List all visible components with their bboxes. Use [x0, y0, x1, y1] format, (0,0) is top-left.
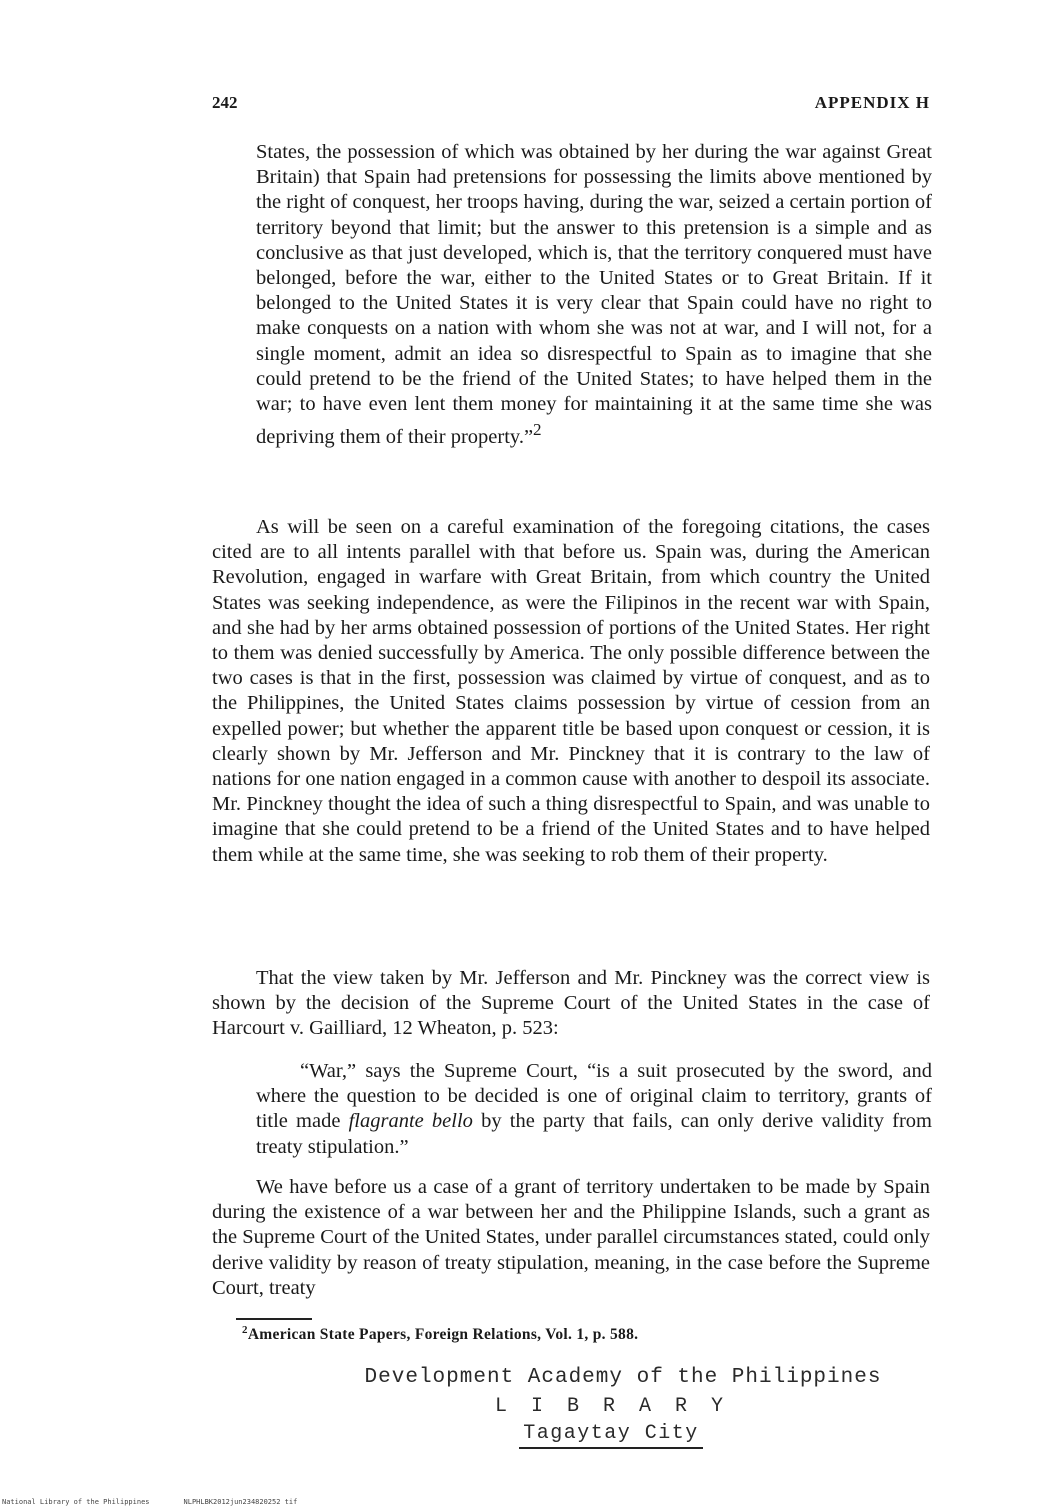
paragraph-grant: We have before us a case of a grant of territory undertaken to be made by Spain during the existence of a war between her and the Philippine Islands, such a grant as the Supreme Court of the United States, under parallel circumstances stated, could only derive validity by reason of treaty stipulation, meaning, in the case before the Supreme Court, treaty: [212, 1176, 930, 1299]
scan-file-id: NLPHLBK2012jun234820252 tif: [183, 1498, 298, 1506]
paragraph-supreme-court: That the view taken by Mr. Jefferson and Mr. Pinckney was the correct view is shown by the decision of the Supreme Court of the United States in the case of Harcourt v. Gailliard, 12 Wheaton, p. 523:: [212, 967, 930, 1040]
library-stamp: [338, 1366, 898, 1449]
footnote-marker: 2: [242, 1323, 248, 1336]
stamp-institution: Development Academy of the Philippines: [364, 1366, 882, 1389]
stamp-library: L I B R A R Y: [494, 1395, 730, 1418]
scan-footer: [2, 1498, 602, 1506]
quote-continuation: [256, 140, 932, 450]
quote-text-1: “War,” says the Supreme Court, “is a suit prosecuted by the sword, and where the question to be decided is one of original claim to territory, grants of title made: [256, 1060, 932, 1133]
quote-continuation-text: States, the possession of which was obtained by her during the war against Great Britain) that Spain had pretensions for possessing the limits above mentioned by the right of conquest, her troops having, during the war, seized a certain portion of territory beyond that limit; but the answer to this pretension is a simple and as conclusive as that just developed, which is, that the territory conquered must have belonged, before the war, either to the United States or to Great Britain. If it belonged to the United States it is very clear that Spain could have no right to make conquests on a nation with whom she was not at war, and I will not, for a single moment, admit an idea so disrespectful to Spain as to imagine that she could pretend to be the friend of the United States; to have helped them in the war; to have even lent them money for maintaining it at the same time she was depriving them of their property.”: [256, 141, 932, 449]
page-header: [212, 93, 930, 117]
footnote-text: American State Papers, Foreign Relations, Vol. 1, p. 588.: [247, 1326, 639, 1343]
paragraph-comparison: As will be seen on a careful examination of the foregoing citations, the cases cited are to all intents parallel with that before us. Spain was, during the American Revolution, engaged in warfare with Great Britain, from which country the United States was seeking independence, as were the Filipinos in the recent war with Spain, and she had by her arms obtained possession of portions of the United States. Her right to them was denied successfully by America. The only possible difference between the two cases is that in the first, possession was claimed by virtue of conquest, and as to the Philippines, the United States claims possession by virtue of cession from an expelled power; but whether the apparent title be based upon conquest or cession, it is clearly shown by Mr. Jefferson and Mr. Pinckney that it is contrary to the law of nations for one nation engaged in a common cause with another to despoil its associate. Mr. Pinckney thought the idea of such a thing disrespectful to Spain, and was unable to imagine that she could pretend to be a friend of the United States and to have helped them while at the same time, she was seeking to rob them of their property.: [212, 516, 930, 866]
running-head: APPENDIX H: [814, 93, 930, 112]
page-number: 242: [212, 93, 238, 112]
footnote-reference: 2: [533, 420, 542, 440]
footnote: [242, 1323, 882, 1344]
supreme-court-quote: [256, 1059, 932, 1160]
quote-italic-phrase: flagrante bello: [348, 1110, 473, 1133]
quote-text-2: by the party that fails, can only derive validity from treaty stipulation.”: [256, 1110, 933, 1158]
stamp-location: Tagaytay City: [519, 1422, 703, 1449]
footnote-divider: [236, 1318, 312, 1320]
scan-source: National Library of the Philippines: [2, 1498, 150, 1506]
